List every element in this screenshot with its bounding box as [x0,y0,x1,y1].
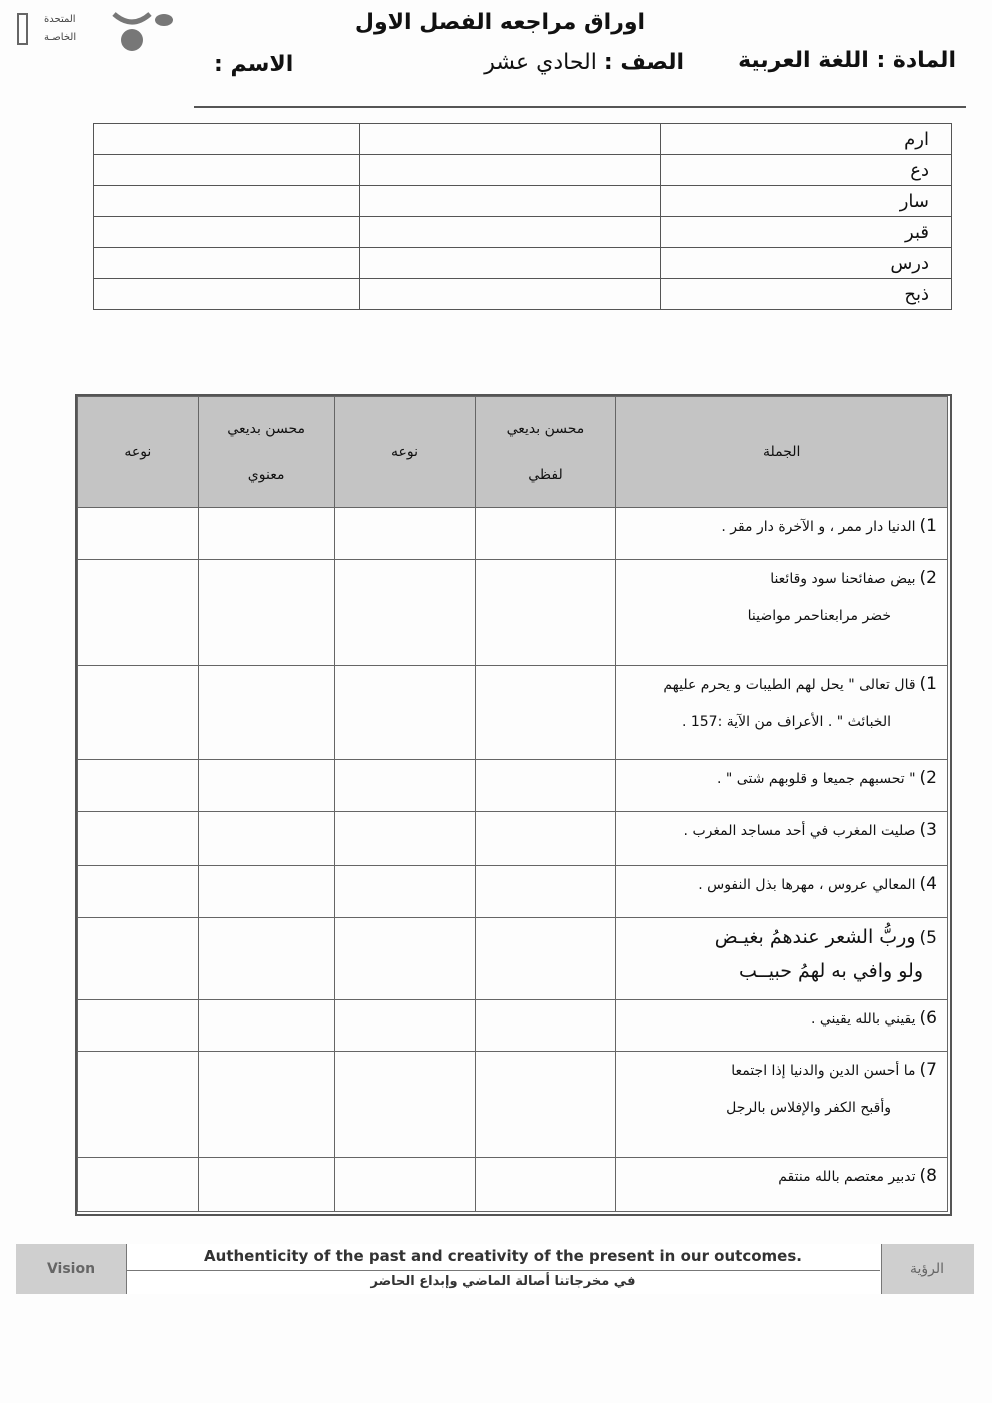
sentence-row [78,560,948,666]
words-table [93,123,952,310]
sentence-cell [616,666,948,760]
word-cell: قبر [661,217,952,248]
row-number: 3) [919,820,937,840]
type-cell-1[interactable] [334,560,475,666]
semantic-device-cell[interactable] [198,560,334,666]
type-cell-1[interactable] [334,666,475,760]
word-row [94,186,952,217]
logo-text-line2: الخاصـة [44,32,77,43]
type-cell-2[interactable] [78,666,199,760]
answer-cell-2[interactable] [94,124,360,155]
word-cell: ارم [661,124,952,155]
sentence-line1: المعالي عروس ، مهرها بذل النفوس . [698,877,916,893]
sentence-line1: ما أحسن الدين والدنيا إذا اجتمعا [731,1063,916,1079]
sentence-cell [616,508,948,560]
type-cell-1[interactable] [334,866,475,918]
sentence-cell [616,560,948,666]
sentence-row [78,666,948,760]
type-cell-2[interactable] [78,1158,199,1212]
word-cell: ذبح [661,279,952,310]
answer-cell-2[interactable] [94,186,360,217]
sentence-row [78,760,948,812]
word-row [94,217,952,248]
type-cell-1[interactable] [334,1052,475,1158]
header-divider [194,106,966,108]
sentence-line1: بيض صفائحنا سود وقائعنا [770,571,916,587]
header-type-1: نوعه [334,397,475,508]
sentence-row [78,812,948,866]
row-number: 2) [919,568,937,588]
answer-cell-1[interactable] [360,217,661,248]
answer-cell-2[interactable] [94,217,360,248]
sentence-line2: وأقبح الكفر والإفلاس بالرجل [726,1100,891,1116]
sentence-row [78,1052,948,1158]
rhetoric-table [77,396,948,1212]
grade-line [484,50,684,75]
sentence-line2: خضر مرابعناحمر مواضينا [747,608,891,624]
type-cell-2[interactable] [78,866,199,918]
row-number: 1) [919,674,937,694]
row-number: 2) [919,768,937,788]
answer-cell-1[interactable] [360,279,661,310]
row-number: 6) [919,1008,937,1028]
row-number: 7) [919,1060,937,1080]
logo-emblem-icon [14,8,174,52]
verbal-device-cell[interactable] [475,760,616,812]
type-cell-2[interactable] [78,560,199,666]
sentence-cell [616,1000,948,1052]
answer-cell-2[interactable] [94,155,360,186]
verbal-device-cell[interactable] [475,866,616,918]
word-row [94,155,952,186]
word-cell: سار [661,186,952,217]
answer-cell-2[interactable] [94,248,360,279]
page-title: اوراق مراجعه الفصل الاول [354,10,646,35]
verbal-device-cell[interactable] [475,1000,616,1052]
semantic-device-cell[interactable] [198,760,334,812]
sentence-cell [616,1158,948,1212]
semantic-device-cell[interactable] [198,866,334,918]
semantic-device-cell[interactable] [198,918,334,1000]
answer-cell-1[interactable] [360,248,661,279]
verbal-device-cell[interactable] [475,666,616,760]
word-row [94,279,952,310]
sentence-row [78,1158,948,1212]
verbal-device-cell[interactable] [475,812,616,866]
semantic-device-cell[interactable] [198,1000,334,1052]
answer-cell-2[interactable] [94,279,360,310]
answer-cell-1[interactable] [360,186,661,217]
sentence-line2: ولو وافي به لهمُ حبيــب [739,960,923,982]
sentence-line1: قال تعالى " يحل لهم الطيبات و يحرم عليهم [663,677,916,693]
word-cell: درس [661,248,952,279]
school-logo [14,8,174,52]
row-number: 1) [919,516,937,536]
verbal-device-cell[interactable] [475,508,616,560]
type-cell-2[interactable] [78,760,199,812]
sentence-line2: الخبائث " . الأعراف من الآية :157 . [681,714,891,730]
row-number: 8) [919,1166,937,1186]
logo-text-line1: المتحدة [44,14,76,25]
rhetoric-table-header [78,397,948,508]
verbal-device-cell[interactable] [475,918,616,1000]
verbal-device-cell[interactable] [475,1052,616,1158]
answer-cell-1[interactable] [360,124,661,155]
row-number: 4) [919,874,937,894]
sentence-cell [616,866,948,918]
sentence-row [78,1000,948,1052]
type-cell-2[interactable] [78,918,199,1000]
slogan-arabic: في مخرجاتنا أصالة الماضي وإبداع الحاضر [370,1274,636,1289]
type-cell-2[interactable] [78,1052,199,1158]
verbal-device-cell[interactable] [475,560,616,666]
row-number: 5) [919,928,937,948]
sentence-line1: يقيني بالله يقيني . [810,1011,916,1027]
semantic-device-cell[interactable] [198,1158,334,1212]
answer-cell-1[interactable] [360,155,661,186]
slogan-english: Authenticity of the past and creativity of the present in our outcomes. [126,1244,880,1271]
vision-label-ar: الرؤية [909,1261,945,1277]
type-cell-2[interactable] [78,812,199,866]
header-sentence: الجملة [616,397,948,508]
grade-label: الصف : [603,50,684,75]
sentence-line1: وربُّ الشعر عندهمُ بغيـض [714,926,916,948]
verbal-device-cell[interactable] [475,1158,616,1212]
sentence-line1: " تحسبهم جميعا و قلوبهم شتى " . [717,771,916,787]
grade-value: الحادي عشر [484,50,597,75]
vision-label-en: Vision [46,1261,96,1277]
header-verbal-device: محسن بديعي لفظي [475,397,616,508]
type-cell-2[interactable] [78,1000,199,1052]
type-cell-1[interactable] [334,508,475,560]
type-cell-1[interactable] [334,918,475,1000]
sentence-row [78,918,948,1000]
word-row [94,248,952,279]
sentence-cell [616,1052,948,1158]
header-semantic-device: محسن بديعي معنوي [198,397,334,508]
type-cell-1[interactable] [334,1000,475,1052]
sentence-cell [616,760,948,812]
semantic-device-cell[interactable] [198,1052,334,1158]
type-cell-2[interactable] [78,508,199,560]
semantic-device-cell[interactable] [198,666,334,760]
sentence-cell [616,918,948,1000]
type-cell-1[interactable] [334,760,475,812]
header-type-2: نوعه [78,397,199,508]
semantic-device-cell[interactable] [198,508,334,560]
type-cell-1[interactable] [334,1158,475,1212]
sentence-line1: الدنيا دار ممر ، و الآخرة دار مقر . [721,519,916,535]
semantic-device-cell[interactable] [198,812,334,866]
sentence-row [78,866,948,918]
sentence-cell [616,812,948,866]
word-row [94,124,952,155]
name-label: الاسم : [214,52,294,77]
word-cell: دع [661,155,952,186]
subject-label: المادة : اللغة العربية [738,48,956,73]
sentence-line1: صليت المغرب في أحد مساجد المغرب . [683,823,916,839]
type-cell-1[interactable] [334,812,475,866]
sentence-line1: تدبير معتصم بالله منتقم [778,1169,916,1185]
sentence-row [78,508,948,560]
